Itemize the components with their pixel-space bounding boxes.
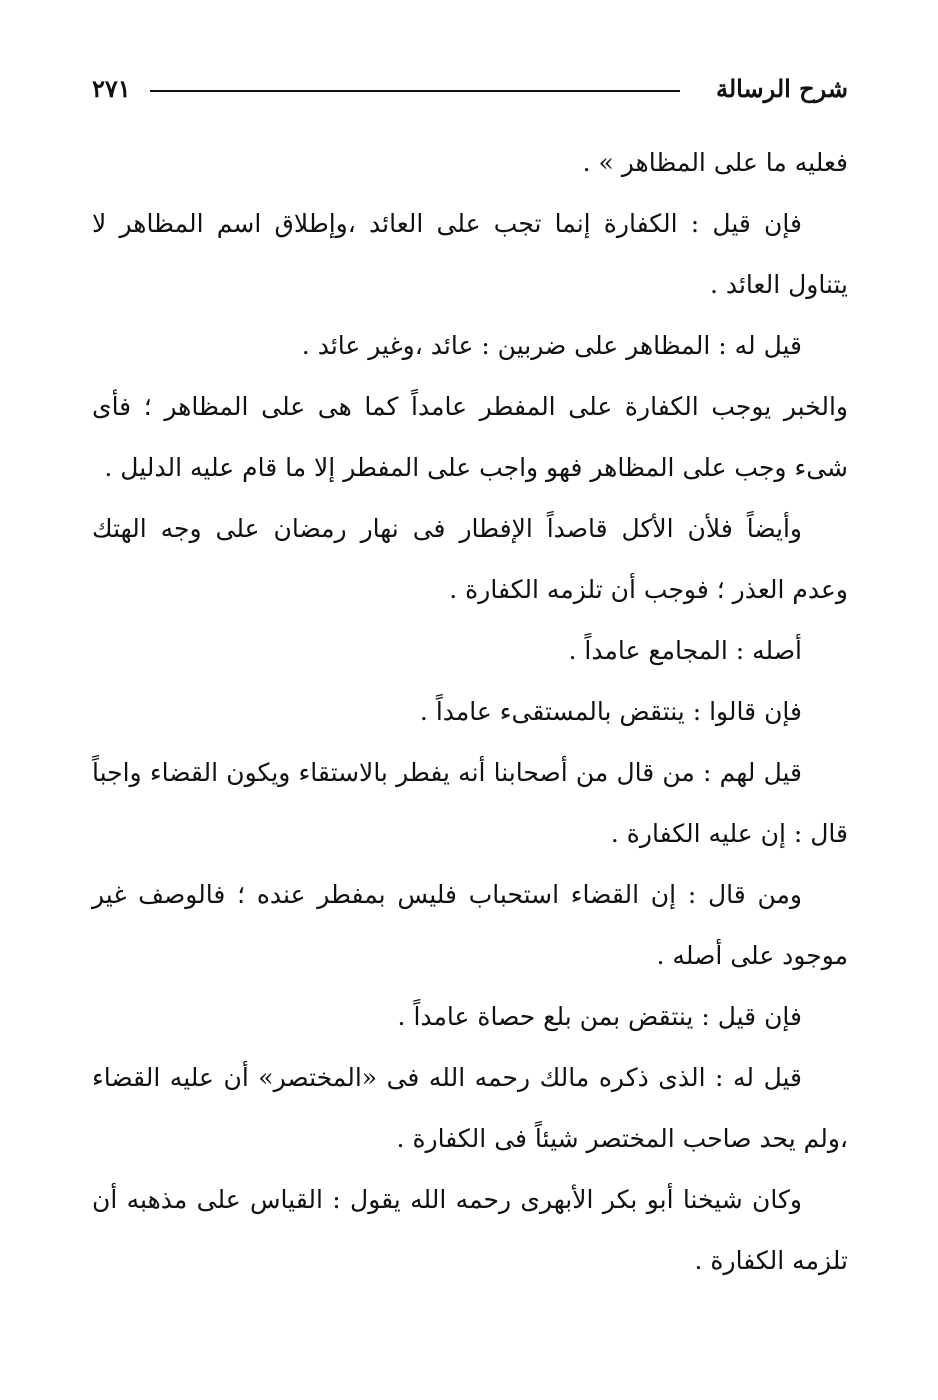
- running-title: شرح الرسالة: [715, 74, 848, 103]
- paragraph: قيل لهم : من قال من أصحابنا أنه يفطر بالاستقاء ويكون القضاء واجباً قال : إن عليه الكفارة .: [92, 758, 848, 848]
- paragraph: فإن قالوا : ينتقض بالمستقىء عامداً .: [419, 697, 802, 726]
- paragraph: قيل له : المظاهر على ضربين : عائد ،وغير عائد .: [301, 331, 802, 360]
- paragraph: أصله : المجامع عامداً .: [568, 636, 802, 665]
- paragraph: قيل له : الذى ذكره مالك رحمه الله فى «المختصر» أن عليه القضاء ،ولم يحد صاحب المختصر شيئاً فى الكفارة .: [92, 1063, 848, 1153]
- paragraph: وكان شيخنا أبو بكر الأبهرى رحمه الله يقول : القياس على مذهبه أن تلزمه الكفارة .: [92, 1185, 848, 1275]
- body-text: [92, 132, 848, 1291]
- paragraph: فعليه ما على المظاهر » .: [582, 148, 848, 177]
- paragraph: فإن قيل : الكفارة إنما تجب على العائد ،وإطلاق اسم المظاهر لا يتناول العائد .: [92, 209, 848, 299]
- page-number: ٢٧١: [92, 74, 131, 103]
- header-rule: [150, 90, 680, 92]
- paragraph: وأيضاً فلأن الأكل قاصداً الإفطار فى نهار رمضان على وجه الهتك وعدم العذر ؛ فوجب أن تلزمه الكفارة .: [92, 514, 848, 604]
- page-header: [92, 70, 848, 110]
- paragraph: والخبر يوجب الكفارة على المفطر عامداً كما هى على المظاهر ؛ فأى شىء وجب على المظاهر فهو واجب على المفطر إلا ما قام عليه الدليل .: [92, 392, 848, 482]
- paragraph: فإن قيل : ينتقض بمن بلع حصاة عامداً .: [397, 1002, 802, 1031]
- paragraph: ومن قال : إن القضاء استحباب فليس بمفطر عنده ؛ فالوصف غير موجود على أصله .: [92, 880, 848, 970]
